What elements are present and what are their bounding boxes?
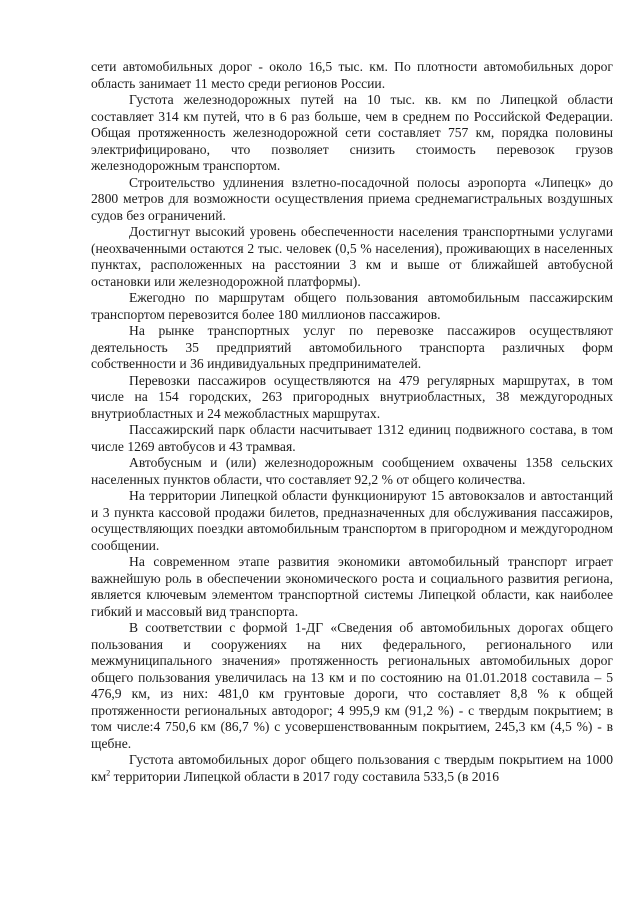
paragraph-vehicle-fleet: Пассажирский парк области насчитывает 1312 единиц подвижного состава, в том числе 1269 автобусов и 43 трамвая. xyxy=(91,422,613,454)
paragraph-passenger-volume: Ежегодно по маршрутам общего пользования автомобильным пассажирским транспортом перевозится более 180 миллионов пассажиров. xyxy=(91,290,613,322)
paragraph-airport-runway: Строительство удлинения взлетно-посадочной полосы аэропорта «Липецк» до 2800 метров для возможности осуществления приема среднемагистральных воздушных судов без ограничений. xyxy=(91,174,613,223)
paragraph-economic-role: На современном этапе развития экономики автомобильный транспорт играет важнейшую роль в обеспечении экономического роста и социального развития региона, является ключевым элементом транспортной системы Липецкой области, как наиболее гибкий и массовый вид транспорта. xyxy=(91,554,613,619)
superscript-two: 2 xyxy=(106,767,111,777)
paragraph-rural-coverage: Автобусным и (или) железнодорожным сообщением охвачены 1358 сельских населенных пунктов области, что составляет 92,2 % от общего количества. xyxy=(91,455,613,487)
paragraph-road-network: сети автомобильных дорог - около 16,5 тыс. км. По плотности автомобильных дорог область занимает 11 место среди регионов России. xyxy=(91,59,613,91)
paragraph-bus-stations: На территории Липецкой области функционируют 15 автовокзалов и автостанций и 3 пункта кассовой продажи билетов, предназначенных для обслуживания пассажиров, осуществляющих поездки автомобильным транспортом в пригородном и междугородном сообщении. xyxy=(91,488,613,553)
paragraph-road-length-stats: В соответствии с формой 1-ДГ «Сведения об автомобильных дорогах общего пользования и сооружениях на них федерального, регионального или межмуниципального значения» протяженность региональных автомобильных дорог общего пользования увеличилась на 13 км и по состоянию на 01.01.2018 составила – 5 476,9 км, из них: 481,0 км грунтовые дороги, что составляет 8,8 % к общей протяженности региональных автодорог; 4 995,9 км (91,2 %) - с твердым покрытием; в том числе:4 750,6 км (86,7 %) с усовершенствованным покрытием, 245,3 км (4,5 %) - в щебне. xyxy=(91,620,613,751)
document-page xyxy=(91,59,613,785)
paragraph-routes: Перевозки пассажиров осуществляются на 479 регулярных маршрутах, в том числе на 154 городских, 263 пригородных внутриобластных, 38 междугородных внутриобластных и 24 межобластных маршрутах. xyxy=(91,372,613,421)
paragraph-transport-market: На рынке транспортных услуг по перевозке пассажиров осуществляют деятельность 35 предприятий автомобильного транспорта различных форм собственности и 36 индивидуальных предпринимателей. xyxy=(91,323,613,371)
road-density-text-end: территории Липецкой области в 2017 году составила 533,5 (в 2016 xyxy=(110,768,499,784)
paragraph-road-density xyxy=(91,752,613,785)
paragraph-transport-coverage: Достигнут высокий уровень обеспеченности населения транспортными услугами (неохваченными остаются 2 тыс. человек (0,5 % населения), проживающих в населенных пунктах, расположенных на расстоянии 3 км и выше от ближайшей автобусной остановки или железнодорожной платформы). xyxy=(91,224,613,289)
road-density-text-start: Густота автомобильных дорог общего пользования с твердым покрытием на 1000 км xyxy=(91,752,613,784)
paragraph-railway-density: Густота железнодорожных путей на 10 тыс. кв. км по Липецкой области составляет 314 км путей, что в 6 раз больше, чем в среднем по Российской Федерации. Общая протяженность железнодорожной сети составляет 757 км, порядка половины электрифицировано, что позволяет снизить стоимость перевозок грузов железнодорожным транспортом. xyxy=(91,92,613,173)
